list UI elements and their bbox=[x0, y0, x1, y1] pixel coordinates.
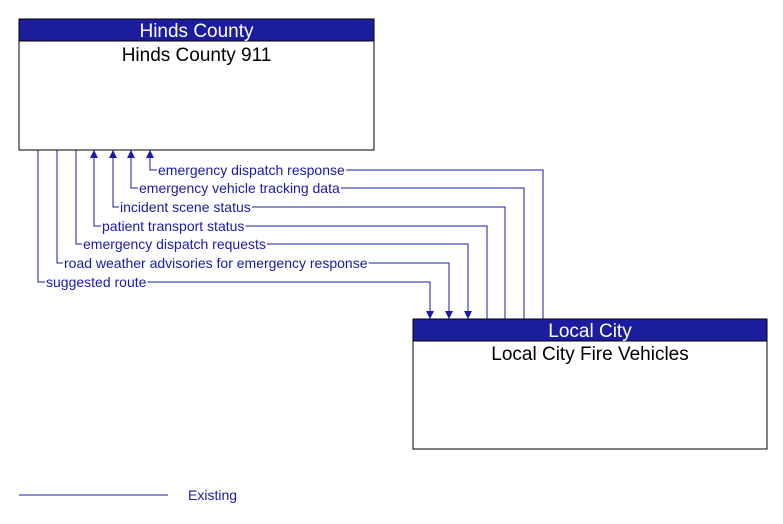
flow-arrowhead-0 bbox=[146, 150, 154, 158]
flow-arrowhead-3 bbox=[90, 150, 98, 158]
node-local-owner: Local City bbox=[548, 321, 632, 342]
flow-label-1: emergency vehicle tracking data bbox=[139, 180, 340, 196]
flow-label-4: emergency dispatch requests bbox=[83, 236, 266, 252]
flow-label-0: emergency dispatch response bbox=[158, 162, 345, 178]
legend-existing-label: Existing bbox=[188, 487, 238, 503]
flow-label-3: patient transport status bbox=[102, 218, 245, 234]
flow-label-5: road weather advisories for emergency response bbox=[64, 255, 368, 271]
node-local-city-fire-vehicles[interactable] bbox=[413, 319, 767, 449]
node-hinds-owner: Hinds County bbox=[139, 21, 254, 42]
flow-label-6: suggested route bbox=[46, 274, 147, 290]
node-hinds-county-911[interactable] bbox=[19, 19, 374, 150]
legend bbox=[19, 487, 237, 503]
flow-arrowhead-6 bbox=[426, 311, 434, 319]
flow-arrowhead-2 bbox=[109, 150, 117, 158]
flow-arrowhead-4 bbox=[464, 311, 472, 319]
flow-arrowhead-5 bbox=[445, 311, 453, 319]
flow-arrowhead-1 bbox=[127, 150, 135, 158]
flow-group bbox=[38, 150, 543, 319]
node-hinds-title: Hinds County 911 bbox=[121, 45, 272, 66]
node-local-title: Local City Fire Vehicles bbox=[491, 344, 689, 365]
flow-label-2: incident scene status bbox=[120, 199, 251, 215]
